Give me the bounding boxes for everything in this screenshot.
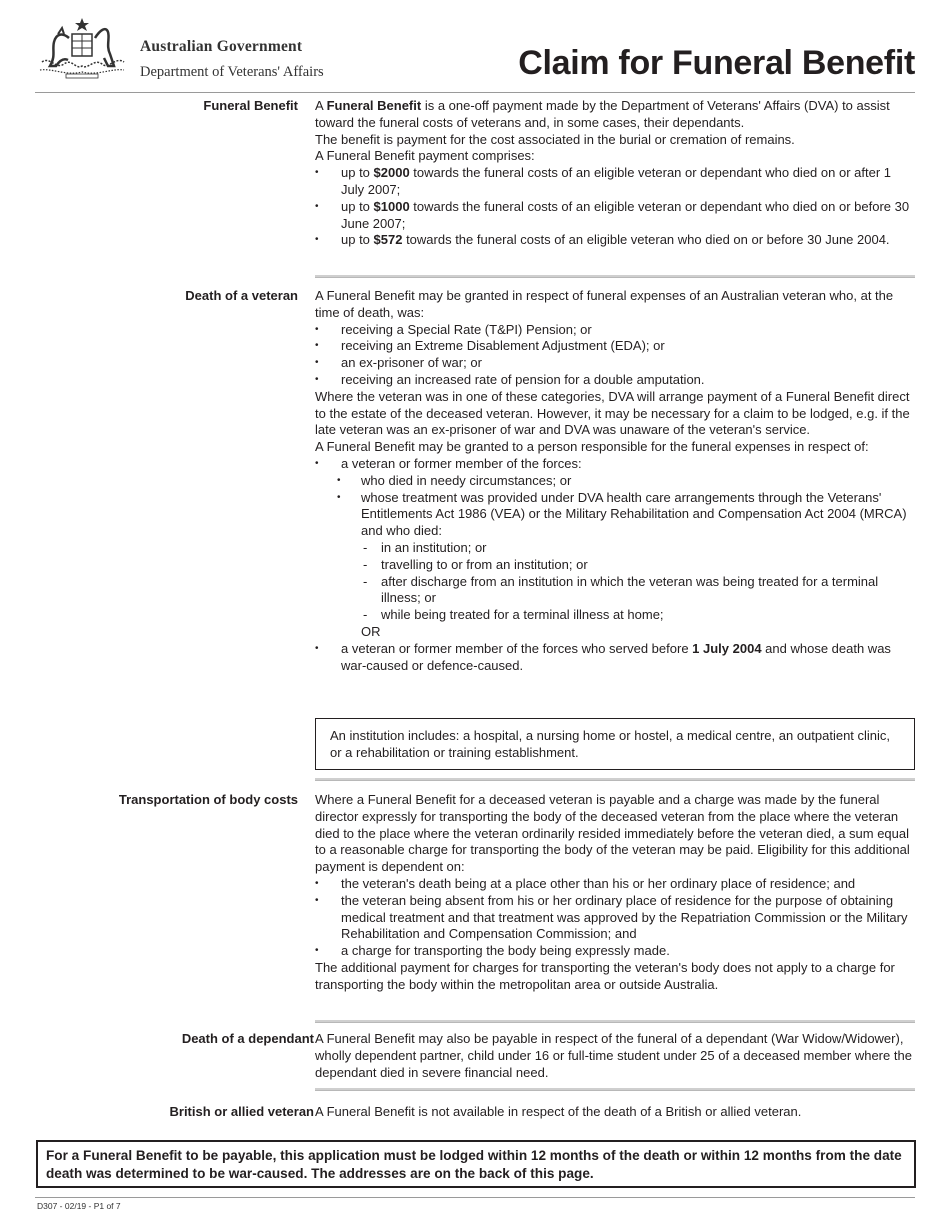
- section-body: [315, 1104, 915, 1121]
- section-divider: [315, 1088, 915, 1091]
- list-item: • a charge for transporting the body being expressly made.: [315, 943, 915, 960]
- list-item: - travelling to or from an institution; or: [315, 557, 915, 574]
- list-item: • the veteran being absent from his or her ordinary place of residence for the purpose of obtaining medical treatment and that treatment was approved by the Repatriation Commission or the Military Rehabilitation and Compensation Commission; and: [315, 893, 915, 943]
- paragraph: A Funeral Benefit may be granted to a person responsible for the funeral expenses in respect of:: [315, 439, 869, 455]
- section-label: Funeral Benefit: [203, 98, 298, 113]
- page-title: Claim for Funeral Benefit: [518, 44, 915, 82]
- department-name: Department of Veterans' Affairs: [140, 64, 324, 80]
- list-item: • up to $1000 towards the funeral costs of an eligible veteran or dependant who died on or before 30 June 2007;: [315, 199, 915, 233]
- paragraph: The additional payment for charges for transporting the veteran's body does not apply to a charge for transporting the body within the metropolitan area or outside Australia.: [315, 959, 895, 992]
- sub-list: [315, 473, 915, 540]
- section-label: Transportation of body costs: [118, 792, 298, 807]
- section-label: British or allied veteran: [169, 1104, 314, 1119]
- list-item: • receiving an Extreme Disablement Adjustment (EDA); or: [315, 338, 915, 355]
- list-item: • the veteran's death being at a place other than his or her ordinary place of residence; and: [315, 876, 915, 893]
- header-divider: [35, 92, 915, 93]
- section-body: [315, 792, 915, 994]
- list-item: - while being treated for a terminal illness at home;: [315, 607, 915, 624]
- section-label: Death of a dependant: [181, 1031, 314, 1046]
- list-item: • an ex-prisoner of war; or: [315, 355, 915, 372]
- form-code: D307 - 02/19 - P1 of 7: [37, 1201, 121, 1211]
- or-separator: OR: [361, 623, 381, 639]
- dash-list: [315, 540, 915, 624]
- payment-list: [315, 165, 915, 249]
- paragraph: Where a Funeral Benefit for a deceased veteran is payable and a charge was made by the funeral director expressly for transporting the body of the deceased veteran from the place where the veteran died to the place where the veteran ordinarily resided immediately before the veteran died, a sum equal to a reasonable charge for transporting the body of the veteran may be paid. Eligibility for this additional payment is dependent on:: [315, 792, 910, 875]
- paragraph: A Funeral Benefit may be granted in respect of funeral expenses of an Australian veteran who, at the time of death, was:: [315, 288, 894, 320]
- responsibility-list: [315, 456, 915, 473]
- list-item: • up to $572 towards the funeral costs of an eligible veteran who died on or before 30 June 2004.: [315, 232, 915, 249]
- list-item: • a veteran or former member of the forces:: [315, 456, 915, 473]
- condition-list: [315, 876, 915, 960]
- institution-info-box: An institution includes: a hospital, a nursing home or hostel, a medical centre, an outpatient clinic, or a rehabilitation or training establishment.: [315, 718, 915, 770]
- list-item: • up to $2000 towards the funeral costs of an eligible veteran or dependant who died on or after 1 July 2007;: [315, 165, 915, 199]
- paragraph: The benefit is payment for the cost associated in the burial or cremation of remains.: [315, 131, 795, 147]
- list-item: • receiving a Special Rate (T&PI) Pension; or: [315, 322, 915, 339]
- list-item: - after discharge from an institution in which the veteran was being treated for a terminal illness; or: [315, 574, 915, 608]
- paragraph: A Funeral Benefit may also be payable in respect of the funeral of a dependant (War Widow/Widower), wholly dependent partner, child under 16 or full-time student under 25 of a deceased member where the dependant died in severe financial need.: [315, 1031, 912, 1080]
- list-item: • who died in needy circumstances; or: [315, 473, 915, 490]
- paragraph: A Funeral Benefit payment comprises:: [315, 148, 535, 164]
- paragraph: A Funeral Benefit is not available in respect of the death of a British or allied veteran.: [315, 1104, 802, 1119]
- footer-divider: [35, 1197, 915, 1198]
- lodgement-notice: For a Funeral Benefit to be payable, this application must be lodged within 12 months of the death or within 12 months from the date death was determined to be war-caused. The addresses are on the back of this page.: [36, 1140, 916, 1188]
- page-header: [0, 0, 950, 95]
- section-label: Death of a veteran: [185, 288, 298, 303]
- coat-of-arms-logo: [36, 16, 128, 82]
- paragraph: Where the veteran was in one of these categories, DVA will arrange payment of a Funeral Benefit direct to the estate of the deceased veteran. However, it may be necessary for a claim to be lodged, e.g. if the late veteran was an ex-prisoner of war and DVA was unaware of the veteran's service.: [315, 388, 910, 438]
- section-divider: [315, 275, 915, 278]
- section-body: [315, 288, 915, 674]
- eligibility-list: [315, 322, 915, 389]
- section-divider: [315, 778, 915, 781]
- list-item: - in an institution; or: [315, 540, 915, 557]
- section-body: [315, 1031, 915, 1081]
- responsibility-list: [315, 641, 915, 675]
- section-body: [315, 98, 915, 249]
- list-item: • a veteran or former member of the forces who served before 1 July 2004 and whose death was war-caused or defence-caused.: [315, 641, 915, 675]
- list-item: • receiving an increased rate of pension for a double amputation.: [315, 372, 915, 389]
- intro-paragraph: A Funeral Benefit is a one-off payment made by the Department of Veterans' Affairs (DVA) to assist toward the funeral costs of veterans and, in some cases, their dependants.: [315, 98, 890, 130]
- section-divider: [315, 1020, 915, 1023]
- government-name: Australian Government: [140, 38, 303, 55]
- list-item: • whose treatment was provided under DVA health care arrangements through the Veterans' Entitlements Act 1986 (VEA) or the Military Rehabilitation and Compensation Act 2004 (MRCA) and who died:: [315, 490, 915, 540]
